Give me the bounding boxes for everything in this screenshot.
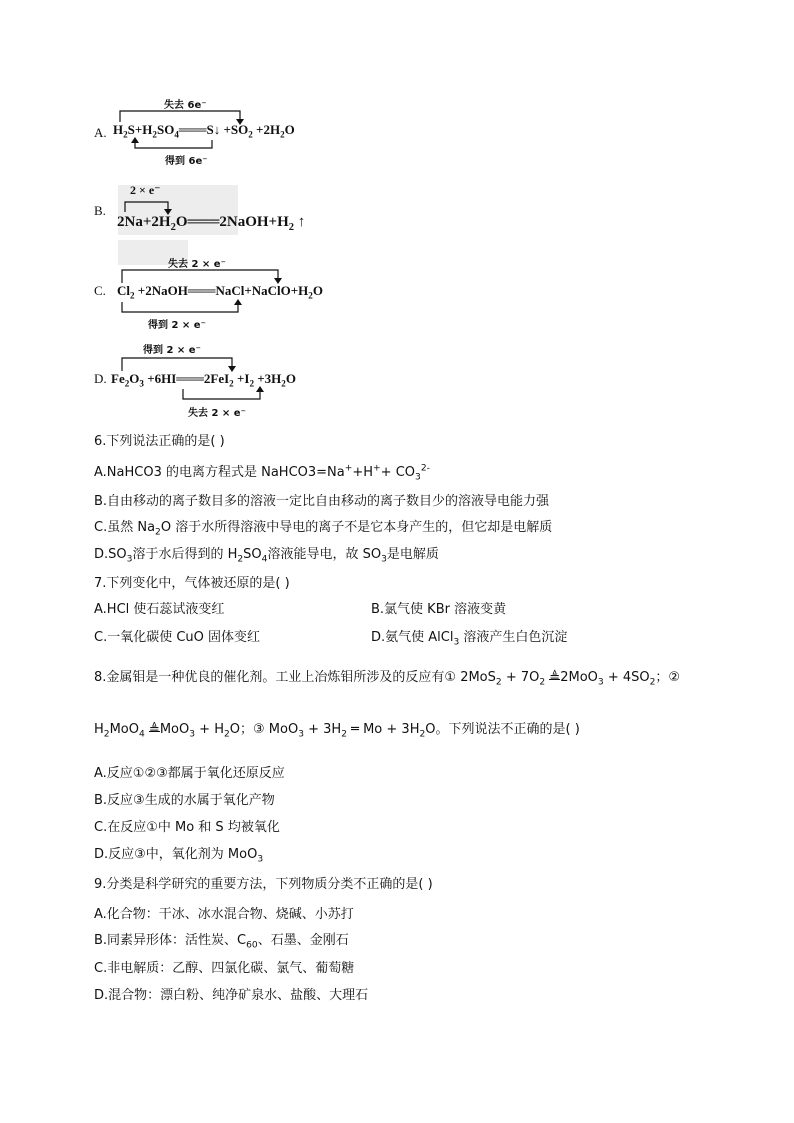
diagram-a-top-note: 失去 6e⁻ xyxy=(164,100,207,111)
q7-option-a: A.HCl 使石蕊试液变红 xyxy=(94,602,225,617)
q6-stem: 6.下列说法正确的是( ) xyxy=(94,434,225,449)
q8-option-b: B.反应③生成的水属于氧化产物 xyxy=(94,793,275,808)
q7-option-c: C.一氧化碳使 CuO 固体变红 xyxy=(94,630,261,645)
q9-option-a: A.化合物：干冰、冰水混合物、烧碱、小苏打 xyxy=(94,907,354,922)
q8-option-c: C.在反应①中 Mo 和 S 均被氧化 xyxy=(94,820,280,835)
q9-option-b: B.同素异形体：活性炭、$C_{60}$、石墨、金刚石 xyxy=(94,933,349,951)
diagram-a-equation: $H_2S+H_2SO_4═══S↓ +SO_2 +2H_2O$ xyxy=(113,122,295,140)
diagram-b-equation: $2Na+2H_2O═══2NaOH+H_2$ ↑ xyxy=(117,214,306,233)
q9-option-d: D.混合物：漂白粉、纯净矿泉水、盐酸、大理石 xyxy=(94,988,369,1003)
q7-option-d: D.氨气使 AlCl$_3$ 溶液产生白色沉淀 xyxy=(371,630,568,648)
q8-option-a: A.反应①②③都属于氧化还原反应 xyxy=(94,766,285,781)
q6-option-a: A.NaHCO3 的电离方程式是 NaHCO3=Na++H++ $CO_3^{2-}$ xyxy=(94,463,430,483)
diagram-b-top-note: 2 × e⁻ xyxy=(130,183,161,197)
diagram-c-label: C. xyxy=(94,283,106,298)
q9-option-c: C.非电解质：乙醇、四氯化碳、氯气、葡萄糖 xyxy=(94,961,355,976)
diagram-d-equation: $Fe_2O_3$ +6HI═══2FeI$_2$ $+I_2 +3H_2O$ xyxy=(111,371,296,389)
diagram-a-label: A. xyxy=(94,125,107,140)
q6-option-c: C.虽然 $Na_2O$ 溶于水所得溶液中导电的离子不是它本身产生的，但它却是电解质 xyxy=(94,520,553,538)
q7-option-b: B.氯气使 KBr 溶液变黄 xyxy=(371,602,507,617)
q6-option-d: $D.SO_3$溶于水后得到的 $H_2SO_4$溶液能导电，故 $SO_3$是电解质 xyxy=(94,547,439,565)
diagram-d-label: D. xyxy=(94,371,107,386)
q8-line2: $H_2MoO_4$ ≜MoO$_3$ + $H_2O$；③ $MoO_3 + 3H_2$ ═ $Mo + 3H_2O$。下列说法不正确的是( ) xyxy=(94,722,580,740)
diagram-b-label: B. xyxy=(94,203,106,218)
q7-stem: 7.下列变化中，气体被还原的是( ) xyxy=(94,576,290,591)
diagram-c-bottom-note: 得到 2 × e⁻ xyxy=(148,320,206,331)
diagram-c-equation: $Cl_2$ $+2NaOH═══NaCl+NaClO+H_2O$ xyxy=(117,283,323,301)
diagram-c-top-note: 失去 2 × e⁻ xyxy=(168,259,226,270)
q8-option-d: D.反应③中，氧化剂为 MoO$_3$ xyxy=(94,847,264,865)
q9-stem: 9.分类是科学研究的重要方法，下列物质分类不正确的是( ) xyxy=(94,877,433,892)
diagram-d-bottom-note: 失去 2 × e⁻ xyxy=(188,408,246,419)
q8-line1: 8.金属钼是一种优良的催化剂。工业上冶炼钼所涉及的反应有① $2MoS_2 + 7O_2$ ≜2MoO$_3$ + $4SO_2$；② xyxy=(94,670,681,688)
q6-option-b: B.自由移动的离子数目多的溶液一定比自由移动的离子数目少的溶液导电能力强 xyxy=(94,494,550,509)
diagram-d-top-note: 得到 2 × e⁻ xyxy=(143,345,201,356)
diagram-a-bottom-note: 得到 6e⁻ xyxy=(165,156,208,167)
